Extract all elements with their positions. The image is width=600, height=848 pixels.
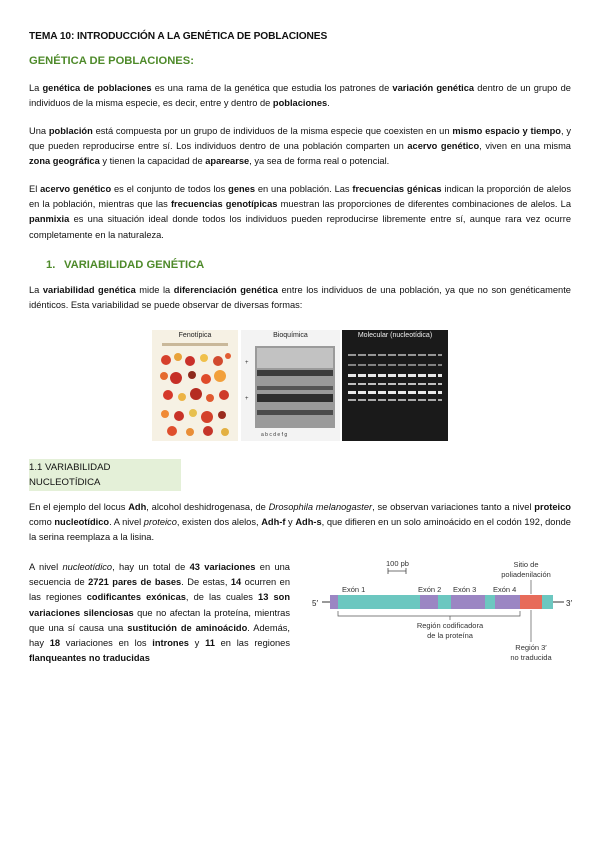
biochemical-panel-title: Bioquímica: [273, 332, 308, 339]
section-label: VARIABILIDAD GENÉTICA: [64, 259, 205, 271]
adh-gene-diagram: [310, 556, 580, 666]
tomato-varieties-image: [152, 330, 238, 441]
exon4: [495, 595, 520, 609]
five-prime-label: 5′: [312, 599, 318, 608]
polyadenylation-label-1: Sitio de: [513, 560, 539, 569]
scale-label: 100 pb: [386, 559, 409, 568]
exon3: [451, 595, 485, 609]
svg-text:a b c d e f g: a b c d e f g: [261, 432, 288, 438]
coding-region-label-2: de la proteína: [427, 631, 473, 640]
paragraph-gene-pool: El acervo genético es el conjunto de todos los genes en una población. Las frecuencias génicas indican la proporción de alelos en la población, mientras que las frecuencias genotípicas muestran las proporciones de diferentes combinaciones de alelos. La panmixia es una situación ideal donde todos los individuos pueden reproducirse libremente entre sí, aunque rara vez ocurre completamente en la naturaleza.: [29, 184, 571, 240]
molecular-panel-title: Molecular (nucleotídica): [357, 332, 433, 339]
subsection-heading: 1.1 VARIABILIDAD NUCLEOTÍDICA: [29, 459, 181, 491]
variability-figure: [152, 330, 448, 441]
exon2-label: Exón 2: [418, 585, 442, 594]
section-heading: GENÉTICA DE POBLACIONES:: [29, 55, 194, 67]
utr-label-1: Región 3′: [515, 643, 547, 652]
paragraph-definition: La genética de poblaciones es una rama de la genética que estudia los patrones de variación genética dentro de un grupo de individuos de la misma especie, es decir, entre y dentro de poblaciones.: [29, 83, 571, 109]
utr-label-2: no traducida: [510, 653, 552, 662]
phenotypic-panel: [152, 330, 238, 441]
dna-gel-image: [342, 330, 448, 441]
three-prime-label: 3′: [566, 599, 572, 608]
section-number: 1.: [46, 259, 56, 271]
exon1-label: Exón 1: [342, 585, 366, 594]
polyadenylation-label-2: poliadenilación: [501, 570, 551, 579]
paragraph-population: Una población está compuesta por un grupo de individuos de la misma especie que coexisten en un mismo espacio y tiempo, y que pueden reproducirse entre sí. Los individuos dentro de una población comparten un acervo genético, viven en una misma zona geográfica y tienen la capacidad de aparearse, ya sea de forma real o potencial.: [29, 126, 571, 167]
protein-gel-image: [241, 330, 340, 441]
molecular-panel: [342, 330, 448, 441]
exon1: [330, 595, 338, 609]
exon3-label: Exón 3: [453, 585, 477, 594]
exon2: [420, 595, 438, 609]
coding-region-label-1: Región codificadora: [416, 621, 484, 630]
phenotypic-panel-title: Fenotípica: [178, 332, 212, 339]
exon4-label: Exón 4: [493, 585, 517, 594]
svg-text:+: +: [245, 396, 249, 402]
paragraph-variability: La variabilidad genética mide la diferenciación genética entre los individuos de una población, ya que no son genéticamente idénticos. Esta variabilidad se puede observar de diversas formas:: [29, 285, 571, 311]
section-heading-variability: [46, 258, 204, 273]
svg-text:+: +: [245, 360, 249, 366]
biochemical-panel: [241, 330, 340, 441]
document-title: TEMA 10: INTRODUCCIÓN A LA GENÉTICA DE POBLACIONES: [29, 31, 328, 42]
three-prime-utr: [520, 595, 542, 609]
paragraph-nucleotide-level: A nivel nucleotídico, hay un total de 43 variaciones en una secuencia de 2721 pares de bases. De estas, 14 ocurren en las regiones codificantes exónicas, de las cuales 13 son variaciones silenciosas que no afectan la proteína, mientras que una sí causa una sustitución de aminoácido. Además, hay 18 variaciones en los intrones y 11 en las regiones flanqueantes no traducidas: [29, 562, 291, 664]
paragraph-adh-locus: En el ejemplo del locus Adh, alcohol deshidrogenasa, de Drosophila melanogaster, se observan variaciones tanto a nivel proteico como nucleotídico. A nivel proteico, existen dos alelos, Adh-f y Adh-s, que difieren en un solo aminoácido en el codón 192, donde la serina reemplaza a la lisina.: [29, 502, 571, 543]
coding-region-bracket: [338, 611, 520, 616]
